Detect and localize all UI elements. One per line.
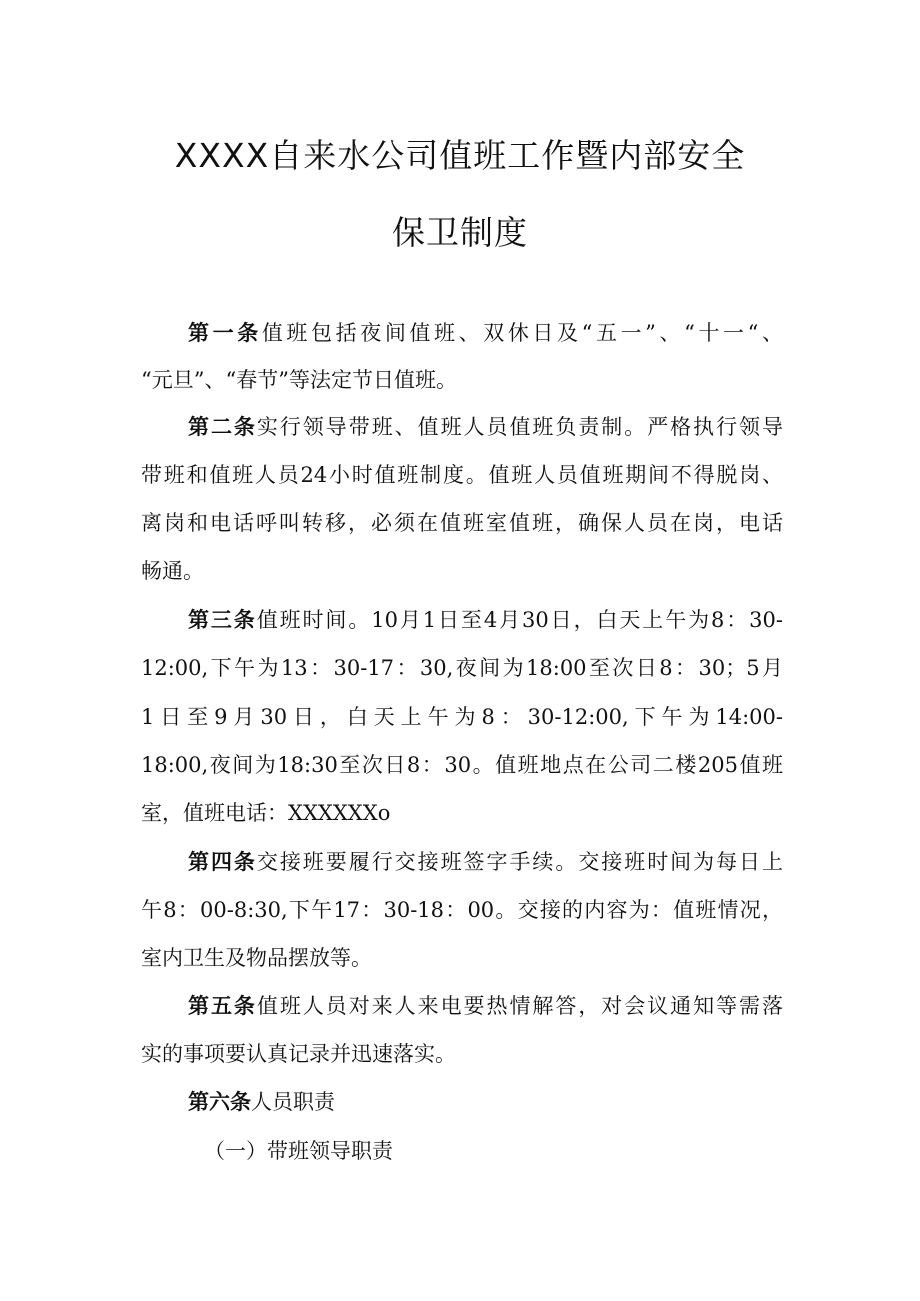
article-4-line-3: 室内卫生及物品摆放等。 bbox=[141, 946, 372, 970]
article-6-line-1 bbox=[188, 1087, 783, 1117]
article-text: 值班人员对来人来电要热情解答，对会议通知等需落 bbox=[256, 994, 784, 1018]
article-3-line-4: 18:00,夜间为18:30至次日8：30。值班地点在公司二楼205值班 bbox=[141, 753, 783, 777]
article-2-line-2: 带班和值班人员24小时值班制度。值班人员值班期间不得脱岗、 bbox=[141, 463, 783, 487]
article-4-line-1 bbox=[188, 847, 783, 877]
document-title-line-2: 保卫制度 bbox=[392, 213, 528, 252]
article-2-line-4: 畅通。 bbox=[141, 559, 204, 583]
article-text: 交接班要履行交接班签字手续。交接班时间为每日上 bbox=[256, 850, 784, 874]
document-title-line-1: XXXX自来水公司值班工作暨内部安全 bbox=[174, 136, 746, 175]
article-heading: 第五条 bbox=[188, 994, 257, 1018]
article-heading: 第六条 bbox=[188, 1090, 251, 1114]
article-2-line-1 bbox=[188, 412, 783, 442]
section-subheading: （一）带班领导职责 bbox=[204, 1139, 393, 1163]
article-text: 值班包括夜间值班、双休日及“五一”、“十一“、 bbox=[261, 321, 783, 345]
article-1-line-2: “元旦”、“春节”等法定节日值班。 bbox=[141, 368, 457, 392]
article-heading: 第二条 bbox=[188, 415, 257, 439]
article-heading: 第四条 bbox=[188, 850, 257, 874]
article-text: 人员职责 bbox=[251, 1090, 335, 1114]
article-text: 值班时间。10月1日至4月30日，白天上午为8：30- bbox=[256, 608, 783, 632]
article-1-line-1 bbox=[188, 318, 783, 348]
article-heading: 第三条 bbox=[188, 608, 257, 632]
article-3-line-3: 1日至9月30日，白天上午为8：30-12:00,下午为14:00- bbox=[141, 705, 783, 729]
article-2-line-3: 离岗和电话呼叫转移，必须在值班室值班，确保人员在岗，电话 bbox=[141, 511, 783, 535]
article-heading: 第一条 bbox=[188, 321, 262, 345]
article-4-line-2: 午8：00-8:30,下午17：30-18：00。交接的内容为：值班情况， bbox=[141, 898, 783, 922]
article-5-line-2: 实的事项要认真记录并迅速落实。 bbox=[141, 1042, 456, 1066]
article-3-line-2: 12:00,下午为13：30-17：30,夜间为18:00至次日8：30；5月 bbox=[141, 656, 783, 680]
article-3-line-1 bbox=[188, 605, 783, 635]
article-text: 实行领导带班、值班人员值班负责制。严格执行领导 bbox=[256, 415, 784, 439]
article-5-line-1 bbox=[188, 991, 783, 1021]
article-3-line-5: 室，值班电话：XXXXXXo bbox=[141, 801, 391, 825]
